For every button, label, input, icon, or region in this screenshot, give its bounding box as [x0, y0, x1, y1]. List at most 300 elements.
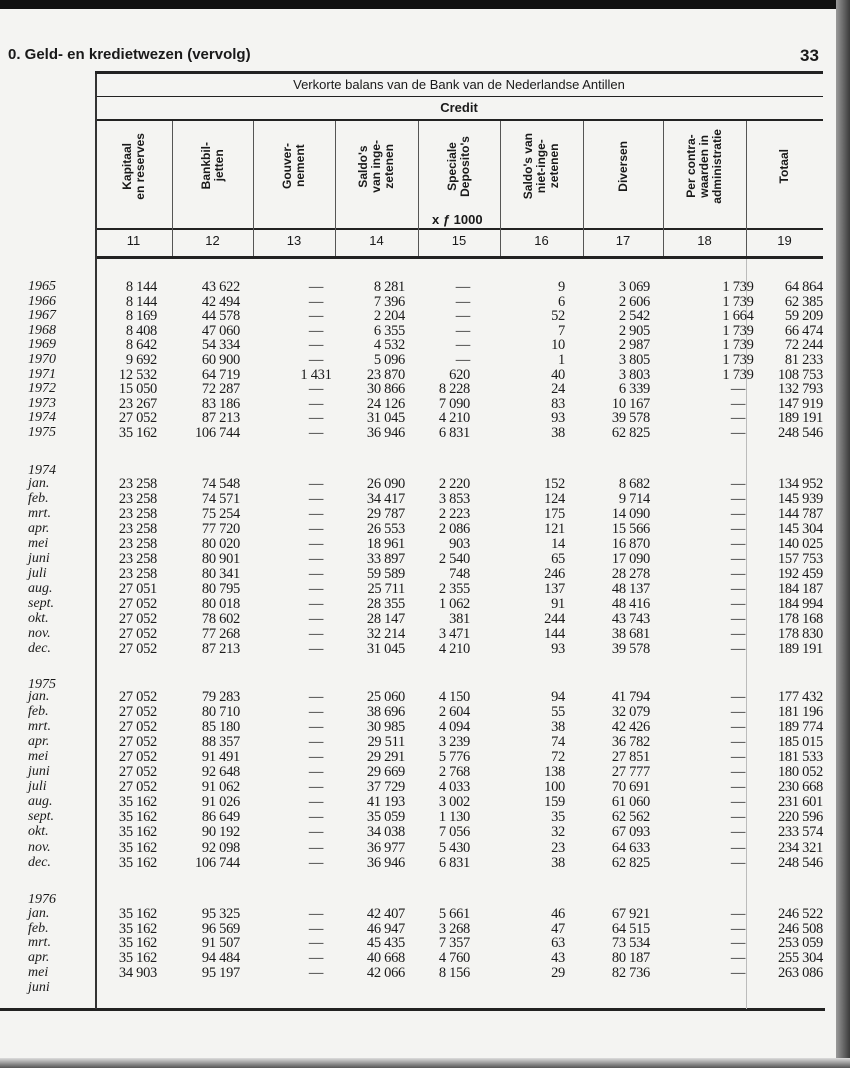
cell-col-12: 77 720 — [201, 521, 240, 537]
column-header-line: administratie — [710, 128, 724, 204]
cell-col-14: 31 045 — [366, 641, 405, 657]
cell-col-17: 38 681 — [611, 626, 650, 642]
cell-col-12: 80 341 — [201, 566, 240, 582]
cell-col-16: 14 — [551, 536, 565, 552]
cell-col-15: 5 661 — [438, 906, 470, 922]
cell-col-11: 27 052 — [118, 734, 157, 751]
cell-col-16: 100 — [544, 779, 565, 796]
cell-col-12: 72 287 — [201, 381, 240, 398]
cell-col-18: — — [730, 536, 746, 552]
section-title: 0. Geld- en kredietwezen (vervolg) — [8, 46, 251, 63]
cell-col-12: 54 334 — [201, 337, 240, 354]
table-row — [0, 396, 850, 411]
cell-col-17: 27 851 — [611, 749, 650, 766]
cell-col-15: 3 268 — [438, 920, 470, 937]
cell-col-14: 4 532 — [373, 337, 405, 354]
cell-col-16: 38 — [551, 854, 565, 871]
cell-col-16: 38 — [551, 425, 565, 441]
cell-col-13: — — [308, 506, 324, 522]
cell-col-14: 8 281 — [373, 279, 405, 295]
column-header-19 — [746, 122, 823, 210]
cell-col-16: 65 — [551, 551, 565, 567]
cell-col-19: 62 385 — [784, 293, 823, 310]
row-label: aug. — [28, 794, 53, 810]
cell-col-13: — — [308, 476, 324, 492]
cell-col-13: — — [308, 935, 324, 952]
column-header-line: Deposito's — [458, 135, 472, 197]
cell-col-12: 77 268 — [201, 626, 240, 642]
cell-col-11: 23 258 — [118, 506, 157, 522]
cell-col-16: 72 — [551, 749, 565, 766]
column-header-line: Kapitaal — [119, 142, 134, 190]
cell-col-15: 3 853 — [438, 491, 470, 507]
cell-col-14: 31 045 — [366, 410, 405, 427]
cell-col-14: 6 355 — [373, 322, 405, 339]
cell-col-11: 8 144 — [125, 293, 157, 310]
column-header-18 — [663, 122, 746, 210]
cell-col-17: 62 562 — [611, 809, 650, 826]
cell-col-15: 4 094 — [438, 719, 470, 736]
cell-col-11: 35 162 — [118, 794, 157, 811]
cell-col-12: 94 484 — [201, 950, 240, 967]
cell-col-18: — — [730, 476, 746, 492]
column-header-text — [522, 133, 561, 199]
row-label: 1974 — [28, 410, 56, 426]
cell-col-11: 23 258 — [118, 491, 157, 507]
cell-col-16: 246 — [544, 566, 565, 582]
cell-col-12: 75 254 — [201, 506, 240, 522]
cell-col-16: 52 — [551, 308, 565, 325]
cell-col-19: 108 753 — [777, 366, 823, 383]
cell-col-15: 8 228 — [438, 381, 470, 398]
cell-col-15: 3 239 — [438, 734, 470, 751]
cell-col-15: 6 831 — [438, 425, 470, 441]
cell-col-13: — — [308, 906, 324, 922]
rule — [95, 228, 823, 230]
row-label: mei — [28, 749, 49, 765]
cell-col-14: 29 511 — [367, 734, 405, 751]
row-label: feb. — [28, 704, 49, 720]
cell-col-13: — — [308, 950, 324, 967]
cell-col-16: 244 — [544, 611, 565, 627]
cell-col-11: 8 408 — [125, 322, 157, 339]
cell-col-16: 144 — [544, 626, 565, 642]
cell-col-13: — — [308, 719, 324, 736]
cell-col-15: 2 604 — [438, 704, 470, 721]
cell-col-15: 1 130 — [438, 809, 470, 826]
cell-col-19: 184 187 — [777, 581, 823, 597]
table-row — [0, 323, 850, 338]
column-header-16 — [500, 122, 583, 210]
table-row — [0, 794, 850, 809]
cell-col-16: 7 — [558, 322, 565, 339]
cell-col-11: 23 258 — [118, 521, 157, 537]
rule — [95, 119, 823, 121]
cell-col-15: 748 — [449, 566, 470, 582]
cell-col-16: 29 — [551, 964, 565, 981]
row-label: juni — [28, 764, 50, 780]
cell-col-14: 7 396 — [373, 293, 405, 310]
cell-col-14: 5 096 — [373, 352, 405, 368]
row-label: 1975 — [28, 425, 56, 440]
cell-col-12: 92 098 — [201, 839, 240, 856]
cell-col-16: 94 — [551, 689, 565, 705]
column-header-text — [778, 149, 791, 183]
row-label: dec. — [28, 854, 51, 870]
cell-col-18: — — [730, 551, 746, 567]
column-header-17 — [583, 122, 663, 210]
cell-col-15: 4 210 — [438, 641, 470, 657]
table-row — [0, 906, 850, 921]
cell-col-17: 2 905 — [618, 322, 650, 339]
cell-col-11: 35 162 — [118, 425, 157, 441]
row-label: jan. — [28, 689, 50, 704]
cell-col-12: 79 283 — [201, 689, 240, 705]
cell-col-11: 35 162 — [118, 854, 157, 871]
row-label: aug. — [28, 581, 53, 596]
column-header-14 — [335, 122, 418, 210]
table-row — [0, 641, 850, 656]
cell-col-14: 30 985 — [366, 719, 405, 736]
cell-col-15: 4 210 — [438, 410, 470, 427]
table-row — [0, 425, 850, 440]
cell-col-19: 147 919 — [777, 395, 823, 412]
cell-col-11: 27 052 — [118, 626, 157, 642]
cell-col-14: 28 355 — [366, 596, 405, 612]
table-row — [0, 980, 850, 995]
cell-col-13: — — [308, 626, 324, 642]
cell-col-13: — — [308, 381, 324, 398]
cell-col-13: 1 431 — [300, 366, 332, 383]
cell-col-17: 10 167 — [611, 395, 650, 412]
cell-col-18: — — [730, 950, 746, 967]
column-header-line: van inge- — [369, 139, 383, 193]
cell-col-17: 73 534 — [611, 935, 650, 952]
table-row — [0, 566, 850, 581]
cell-col-19: 248 546 — [777, 854, 823, 871]
table-row — [0, 308, 850, 323]
column-header-line: en reserves — [132, 132, 147, 200]
table-row — [0, 855, 850, 870]
cell-col-14: 46 947 — [366, 920, 405, 937]
cell-col-16: 93 — [551, 410, 565, 427]
cell-col-18: — — [730, 764, 746, 781]
table-row — [0, 337, 850, 352]
cell-col-16: 63 — [551, 935, 565, 952]
table-title: Verkorte balans van de Bank van de Nederlandse Antillen — [293, 77, 625, 92]
cell-col-14: 42 066 — [366, 964, 405, 981]
cell-col-13: — — [308, 749, 324, 766]
cell-col-15: 4 033 — [438, 779, 470, 796]
cell-col-13: — — [308, 322, 324, 339]
row-label: feb. — [28, 491, 49, 506]
cell-col-13: — — [308, 794, 324, 811]
cell-col-15: 3 002 — [438, 794, 470, 811]
cell-col-17: 48 416 — [611, 596, 650, 612]
column-header-text — [617, 141, 630, 192]
table-row — [0, 506, 850, 521]
column-number: 19 — [777, 233, 792, 248]
cell-col-14: 25 060 — [366, 689, 405, 705]
cell-col-15: 3 471 — [438, 626, 470, 642]
row-label: apr. — [28, 950, 50, 966]
table-row — [0, 935, 850, 950]
table-row — [0, 279, 850, 294]
cell-col-16: 175 — [544, 506, 565, 522]
cell-col-14: 28 147 — [366, 611, 405, 627]
table-row — [0, 824, 850, 839]
cell-col-17: 28 278 — [611, 566, 650, 582]
column-header-text — [357, 140, 396, 193]
cell-col-18: — — [730, 611, 746, 627]
cell-col-14: 37 729 — [366, 779, 405, 796]
cell-col-19: 184 994 — [777, 596, 823, 612]
column-number: 14 — [369, 233, 384, 248]
table-row — [0, 521, 850, 536]
cell-col-11: 27 052 — [118, 689, 157, 705]
cell-col-13: — — [308, 308, 324, 325]
cell-col-13: — — [308, 824, 324, 841]
cell-col-17: 2 987 — [618, 337, 650, 354]
column-header-line: waarden in — [697, 134, 711, 198]
column-header-line: zetenen — [547, 143, 561, 189]
cell-col-18: — — [730, 381, 746, 398]
cell-col-13: — — [308, 704, 324, 721]
cell-col-16: 40 — [551, 366, 565, 383]
cell-col-13: — — [308, 964, 324, 981]
cell-col-12: 106 744 — [194, 425, 240, 441]
cell-col-19: 231 601 — [777, 794, 823, 811]
cell-col-16: 24 — [551, 381, 565, 398]
table-row — [0, 840, 850, 855]
cell-col-15: 7 357 — [438, 935, 470, 952]
column-number: 16 — [534, 233, 549, 248]
table-row — [0, 491, 850, 506]
cell-col-11: 27 052 — [118, 596, 157, 612]
cell-col-18: — — [730, 581, 746, 597]
row-label: mrt. — [28, 506, 51, 521]
cell-col-13: — — [308, 566, 324, 582]
column-header-15 — [418, 122, 500, 210]
cell-col-14: 24 126 — [366, 395, 405, 412]
cell-col-15: 2 540 — [438, 551, 470, 567]
cell-col-12: 95 325 — [201, 906, 240, 922]
cell-col-11: 27 052 — [118, 779, 157, 796]
cell-col-13: — — [308, 809, 324, 826]
cell-col-17: 6 339 — [618, 381, 650, 398]
row-label: juli — [28, 779, 47, 795]
cell-col-17: 2 606 — [618, 293, 650, 310]
cell-col-12: 91 026 — [201, 794, 240, 811]
cell-col-17: 3 069 — [618, 279, 650, 295]
cell-col-19: 246 522 — [777, 906, 823, 922]
cell-col-18: — — [730, 521, 746, 537]
cell-col-11: 27 052 — [118, 641, 157, 657]
cell-col-12: 80 018 — [201, 596, 240, 612]
cell-col-14: 40 668 — [366, 950, 405, 967]
column-header-text — [200, 142, 226, 189]
cell-col-12: 88 357 — [201, 734, 240, 751]
cell-col-13: — — [308, 839, 324, 856]
column-header-line: Gouver- — [280, 142, 294, 189]
cell-col-17: 36 782 — [611, 734, 650, 751]
cell-col-16: 47 — [551, 920, 565, 937]
row-label: nov. — [28, 839, 51, 855]
table-row — [0, 476, 850, 491]
cell-col-11: 35 162 — [118, 935, 157, 952]
table-row — [0, 581, 850, 596]
cell-col-12: 91 507 — [201, 935, 240, 952]
cell-col-11: 27 052 — [118, 719, 157, 736]
column-header-line: Saldo's van — [521, 132, 535, 200]
cell-col-16: 159 — [544, 794, 565, 811]
cell-col-16: 91 — [551, 596, 565, 612]
cell-col-17: 2 542 — [618, 308, 650, 325]
column-header-11 — [95, 122, 172, 210]
cell-col-15: — — [455, 337, 470, 354]
cell-col-12: 87 213 — [201, 641, 240, 657]
cell-col-13: — — [308, 352, 324, 368]
cell-col-11: 8 144 — [125, 279, 157, 295]
cell-col-15: 1 062 — [438, 596, 470, 612]
cell-col-12: 87 213 — [201, 410, 240, 427]
rule-bottom — [0, 1008, 825, 1011]
row-label: 1972 — [28, 381, 56, 397]
cell-col-16: 23 — [551, 839, 565, 856]
cell-col-15: — — [455, 308, 470, 325]
row-label: dec. — [28, 641, 51, 656]
cell-col-11: 27 052 — [118, 704, 157, 721]
cell-col-13: — — [308, 596, 324, 612]
row-label: nov. — [28, 626, 51, 641]
cell-col-14: 33 897 — [366, 551, 405, 567]
cell-col-19: 134 952 — [777, 476, 823, 492]
table-row — [0, 921, 850, 936]
cell-col-17: 3 805 — [618, 352, 650, 368]
column-header-text — [685, 129, 724, 204]
cell-col-12: 92 648 — [201, 764, 240, 781]
row-label: mrt. — [28, 935, 51, 951]
cell-col-18: — — [730, 506, 746, 522]
cell-col-15: 5 776 — [438, 749, 470, 766]
cell-col-13: — — [308, 920, 324, 937]
cell-col-11: 8 642 — [125, 337, 157, 354]
cell-col-14: 29 291 — [366, 749, 405, 766]
cell-col-16: 43 — [551, 950, 565, 967]
cell-col-17: 9 714 — [618, 491, 650, 507]
cell-col-17: 32 079 — [611, 704, 650, 721]
column-header-line: Per contra- — [684, 134, 698, 198]
group-label: 1974 — [28, 463, 56, 478]
cell-col-11: 12 532 — [118, 366, 157, 383]
cell-col-12: 90 192 — [201, 824, 240, 841]
cell-col-19: 144 787 — [777, 506, 823, 522]
cell-col-19: 140 025 — [777, 536, 823, 552]
cell-col-18: — — [730, 596, 746, 612]
cell-col-17: 42 426 — [611, 719, 650, 736]
cell-col-14: 18 961 — [366, 536, 405, 552]
cell-col-15: 2 223 — [438, 506, 470, 522]
cell-col-15: 5 430 — [438, 839, 470, 856]
table-subtitle: Credit — [440, 100, 478, 115]
column-header-13 — [253, 122, 335, 210]
cell-col-13: — — [308, 581, 324, 597]
cell-col-19: 59 209 — [784, 308, 823, 325]
cell-col-18: — — [730, 719, 746, 736]
column-header-text — [281, 143, 307, 189]
row-label: apr. — [28, 521, 50, 536]
row-label: mrt. — [28, 719, 51, 735]
cell-col-19: 255 304 — [777, 950, 823, 967]
row-label: 1970 — [28, 352, 56, 367]
cell-col-11: 9 692 — [125, 352, 157, 368]
cell-col-18: — — [730, 839, 746, 856]
column-header-text — [446, 136, 472, 197]
cell-col-11: 34 903 — [118, 964, 157, 981]
cell-col-18: — — [730, 964, 746, 981]
cell-col-15: 381 — [449, 611, 470, 627]
table-row — [0, 749, 850, 764]
row-label: feb. — [28, 920, 49, 936]
cell-col-13: — — [308, 854, 324, 871]
row-label: juni — [28, 979, 50, 995]
cell-col-18: 1 664 — [722, 308, 754, 325]
rule — [95, 96, 823, 97]
table-row — [0, 367, 850, 382]
cell-col-13: — — [308, 536, 324, 552]
cell-col-13: — — [308, 551, 324, 567]
cell-col-18: — — [730, 626, 746, 642]
column-number: 13 — [286, 233, 302, 248]
cell-col-15: 7 090 — [438, 395, 470, 412]
cell-col-15: 8 156 — [438, 964, 470, 981]
cell-col-19: 81 233 — [784, 352, 823, 368]
row-label: 1966 — [28, 293, 56, 309]
cell-col-16: 35 — [551, 809, 565, 826]
table-row — [0, 410, 850, 425]
table-row — [0, 704, 850, 719]
cell-col-18: — — [730, 641, 746, 657]
cell-col-18: 1 739 — [722, 366, 754, 383]
table-row — [0, 950, 850, 965]
cell-col-13: — — [308, 425, 324, 441]
cell-col-13: — — [308, 293, 324, 310]
table-row — [0, 779, 850, 794]
cell-col-14: 29 669 — [366, 764, 405, 781]
cell-col-12: 74 571 — [201, 491, 240, 507]
cell-col-11: 23 258 — [118, 476, 157, 492]
cell-col-15: 2 355 — [438, 581, 470, 597]
cell-col-14: 23 870 — [366, 366, 405, 383]
row-label: jan. — [28, 476, 50, 491]
cell-col-17: 80 187 — [611, 950, 650, 967]
cell-col-19: 64 864 — [784, 279, 823, 295]
column-header-text — [121, 133, 147, 200]
cell-col-12: 106 744 — [194, 854, 240, 871]
cell-col-17: 17 090 — [611, 551, 650, 567]
row-label: okt. — [28, 611, 49, 626]
table-row — [0, 294, 850, 309]
cell-col-11: 23 267 — [118, 395, 157, 412]
row-label: 1973 — [28, 395, 56, 411]
cell-col-19: 246 508 — [777, 920, 823, 937]
cell-col-13: — — [308, 521, 324, 537]
cell-col-16: 9 — [558, 279, 565, 295]
cell-col-19: 178 830 — [777, 626, 823, 642]
cell-col-15: 2 768 — [438, 764, 470, 781]
cell-col-13: — — [308, 764, 324, 781]
cell-col-18: 1 739 — [722, 352, 754, 368]
